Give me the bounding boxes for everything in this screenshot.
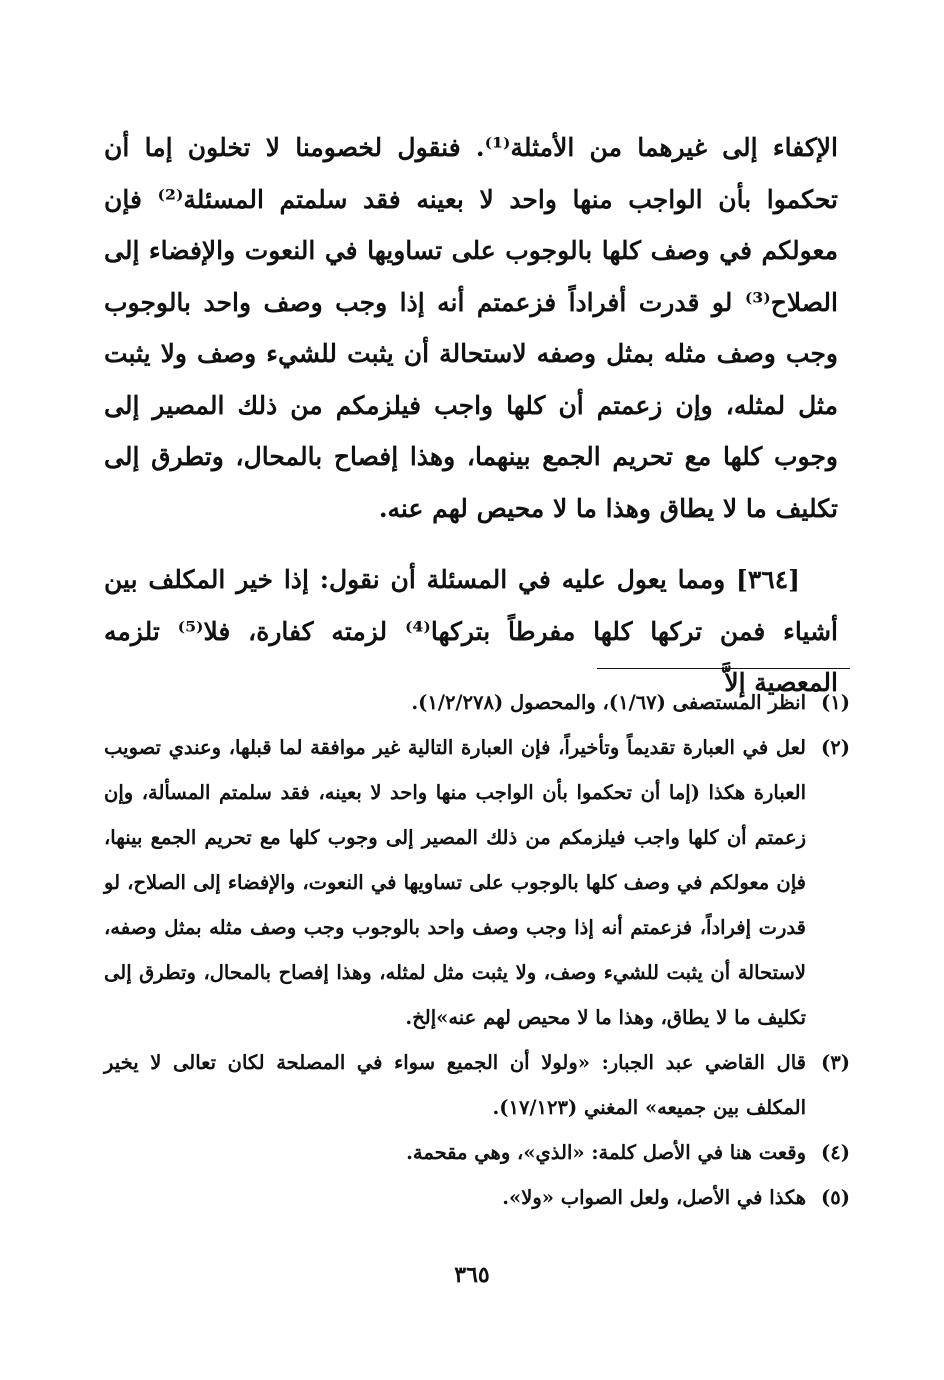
footnote-separator (597, 668, 850, 669)
footnote-text: لعل في العبارة تقديماً وتأخيراً، فإن العبارة التالية غير موافقة لما قبلها، وعندي تصويب العبارة هكذا (إما أن تحكموا بأن الواجب منها واحد لا بعينه، فقد سلمتم المسألة، وإن زعمتم أن كلها واجب فيلزمكم من ذلك المصير إلى وجوب كلها مع تحريم الجمع بينها، فإن معولكم في وصف كلها بالوجوب على تساويها في النعوت، والإفضاء إلى الصلاح، لو قدرت إفراداً، فزعمتم أنه إذا وجب وصف واحد بالوجوب وجب وصف مثله بمثل وصفه، لاستحالة أن يثبت للشيء وصف، ولا يثبت مثل لمثله، وهذا إفصاح بالمحال، وتطرق إلى تكليف ما لا يطاق، وهذا ما لا محيص لهم عنه»إلخ. (104, 736, 806, 1029)
footnote-number: (٥) (821, 1186, 850, 1209)
footnote-2 (104, 725, 850, 1040)
footnote-text: قال القاضي عبد الجبار: «ولولا أن الجميع سواء في المصلحة لكان تعالى لا يخير المكلف بين جميعه» المغني (١٧/١٢٣). (104, 1051, 806, 1119)
paragraph-1: الإكفاء إلى غيرهما من الأمثلة⁽¹⁾. فنقول لخصومنا لا تخلون إما أن تحكموا بأن الواجب منها واحد لا بعينه فقد سلمتم المسئلة⁽²⁾ فإن معولكم في وصف كلها بالوجوب على تساويها في النعوت والإفضاء إلى الصلاح⁽³⁾ لو قدرت أفراداً فزعمتم أنه إذا وجب وصف واحد بالوجوب وجب وصف مثله بمثل وصفه لاستحالة أن يثبت للشيء وصف ولا يثبت مثل لمثله، وإن زعمتم أن كلها واجب فيلزمكم من ذلك المصير إلى وجوب كلها مع تحريم الجمع بينهما، وهذا إفصاح بالمحال، وتطرق إلى تكليف ما لا يطاق وهذا ما لا محيص لهم عنه. (104, 133, 838, 523)
page-number: ٣٦٥ (454, 1262, 490, 1288)
footnote-1 (104, 680, 850, 725)
footnotes (104, 680, 850, 1220)
footnote-5 (104, 1175, 850, 1220)
footnote-number: (١) (821, 691, 850, 714)
footnote-text: هكذا في الأصل، ولعل الصواب «ولا». (502, 1186, 806, 1209)
footnote-number: (٢) (821, 736, 850, 759)
footnote-text: وقعت هنا في الأصل كلمة: «الذي»، وهي مقحمة. (406, 1141, 806, 1164)
footnote-3 (104, 1040, 850, 1130)
main-text (104, 122, 838, 709)
footnote-text: انظر المستصفى (١/٦٧)، والمحصول (١/٢/٢٧٨). (411, 691, 806, 714)
paragraph-2: [٣٦٤] ومما يعول عليه في المسئلة أن نقول: إذا خير المكلف بين أشياء فمن تركها كلها مفرطاً بتركها⁽⁴⁾ لزمته كفارة، فلا⁽⁵⁾ تلزمه المعصية إلاَّ (104, 565, 838, 697)
footnote-number: (٤) (821, 1141, 850, 1164)
footnote-number: (٣) (821, 1051, 850, 1074)
footnote-4 (104, 1130, 850, 1175)
